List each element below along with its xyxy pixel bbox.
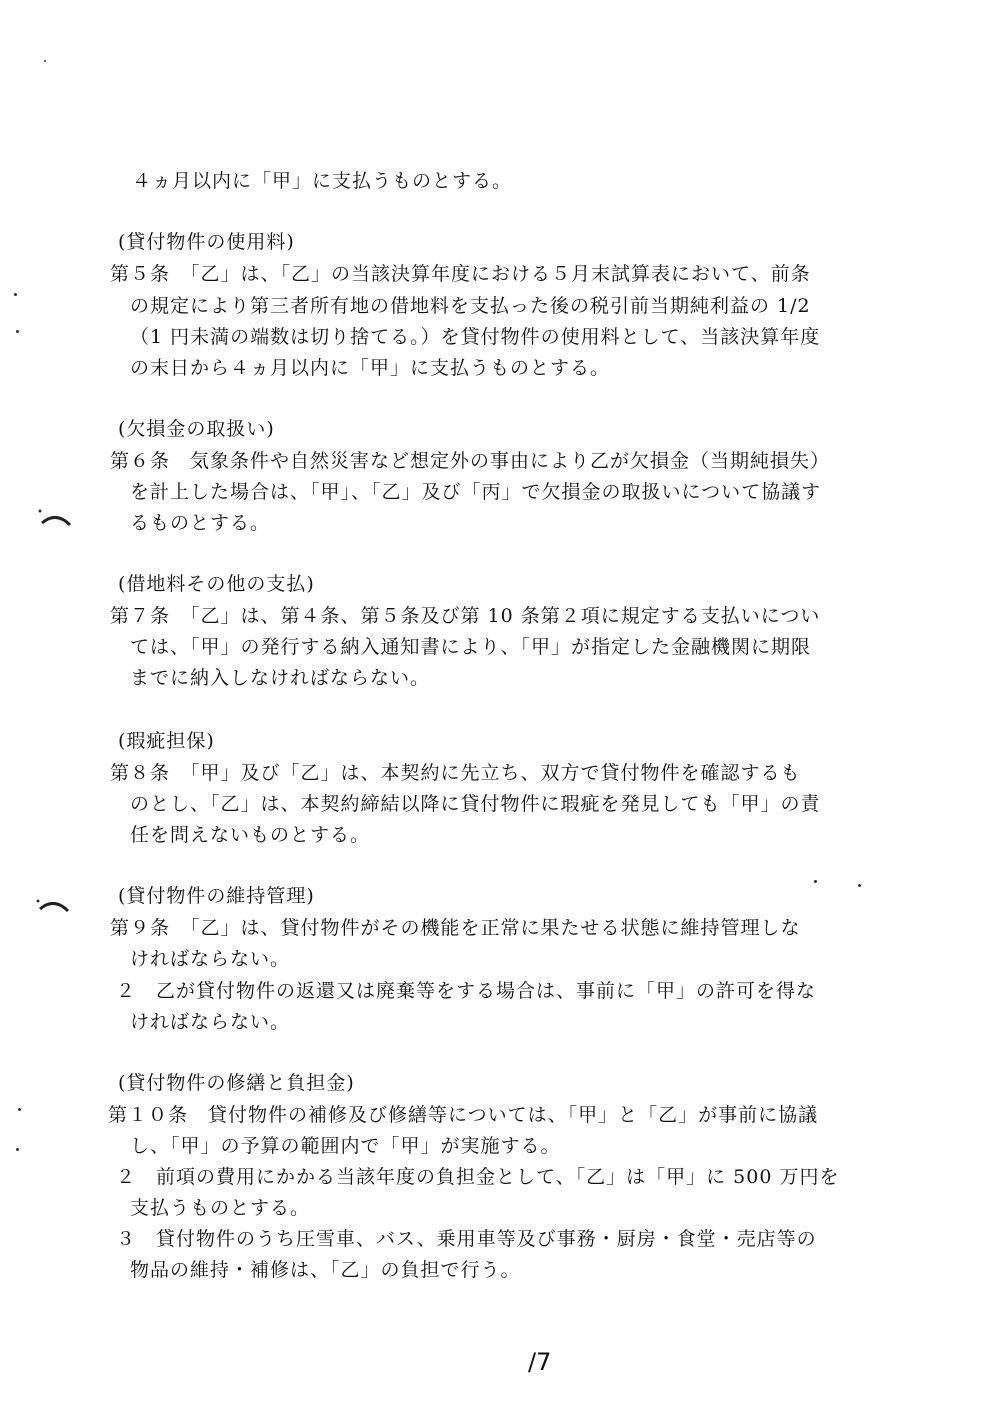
- article-8-line: のとし、「乙」は、本契約締結以降に貸付物件に瑕疵を発見しても「甲」の責: [130, 793, 821, 815]
- article-8-heading: (瑕疵担保): [118, 730, 215, 752]
- article-10-line: し、「甲」の予算の範囲内で「甲」が実施する。: [130, 1135, 561, 1157]
- article-10-line: ２ 前項の費用にかかる当該年度の負担金として、「乙」は「甲」に 500 万円を: [116, 1166, 840, 1188]
- article-7-line: までに納入しなければならない。: [130, 667, 431, 689]
- article-5-line: （1 円未満の端数は切り捨てる。）を貸付物件の使用料として、当該決算年度: [130, 326, 821, 348]
- article-10-line: 支払うものとする。: [130, 1197, 311, 1219]
- article-9-line: ければならない。: [130, 948, 291, 970]
- continuation-text: ４ヵ月以内に「甲」に支払うものとする。: [132, 170, 513, 192]
- scan-speck: [814, 880, 817, 883]
- article-7-line: 第７条 「乙」は、第４条、第５条及び第 10 条第２項に規定する支払いについ: [110, 605, 821, 627]
- article-10-line: 第１０条 貸付物件の補修及び修繕等については、「甲」と「乙」が事前に協議: [108, 1104, 819, 1126]
- article-10-line: ３ 貸付物件のうち圧雪車、バス、乗用車等及び事務・厨房・食堂・売店等の: [116, 1228, 817, 1250]
- article-6-line: を計上した場合は、「甲」、「乙」及び「丙」で欠損金の取扱いについて協議す: [130, 481, 822, 503]
- article-6-heading: (欠損金の取扱い): [118, 418, 275, 440]
- article-10-heading: (貸付物件の修繕と負担金): [118, 1072, 355, 1094]
- article-7-heading: (借地料その他の支払): [118, 573, 315, 595]
- article-6-line: るものとする。: [130, 512, 271, 534]
- article-5-line: の規定により第三者所有地の借地料を支払った後の税引前当期純利益の 1/2: [130, 295, 811, 317]
- article-5-line: の末日から４ヵ月以内に「甲」に支払うものとする。: [130, 357, 611, 379]
- article-9-line: ければならない。: [130, 1011, 291, 1033]
- article-9-line: ２ 乙が貸付物件の返還又は廃棄等をする場合は、事前に「甲」の許可を得な: [116, 980, 817, 1002]
- page-number: /7: [528, 1348, 552, 1376]
- article-8-line: 第８条 「甲」及び「乙」は、本契約に先立ち、双方で貸付物件を確認するも: [110, 762, 801, 784]
- scan-speck: [18, 1108, 21, 1111]
- article-5-line: 第５条 「乙」は、「乙」の当該決算年度における５月末試算表において、前条: [110, 263, 811, 285]
- scan-speck: [16, 1148, 19, 1151]
- article-9-heading: (貸付物件の維持管理): [118, 885, 315, 907]
- scan-speck: [858, 884, 861, 887]
- article-10-line: 物品の維持・補修は、「乙」の負担で行う。: [130, 1259, 521, 1281]
- scan-speck: [14, 293, 17, 296]
- article-6-line: 第６条 気象条件や自然災害など想定外の事由により乙が欠損金（当期純損失）: [110, 450, 831, 472]
- scan-speck: [16, 330, 19, 333]
- article-5-heading: (貸付物件の使用料): [118, 231, 295, 253]
- scan-speck: [44, 60, 46, 62]
- scan-mark-arc: [36, 505, 76, 533]
- article-8-line: 任を問えないものとする。: [130, 824, 371, 846]
- article-7-line: ては、「甲」の発行する納入通知書により、「甲」が指定した金融機関に期限: [130, 636, 812, 658]
- article-9-line: 第９条 「乙」は、貸付物件がその機能を正常に果たせる状態に維持管理しな: [110, 917, 801, 939]
- scan-mark-arc: [34, 893, 74, 917]
